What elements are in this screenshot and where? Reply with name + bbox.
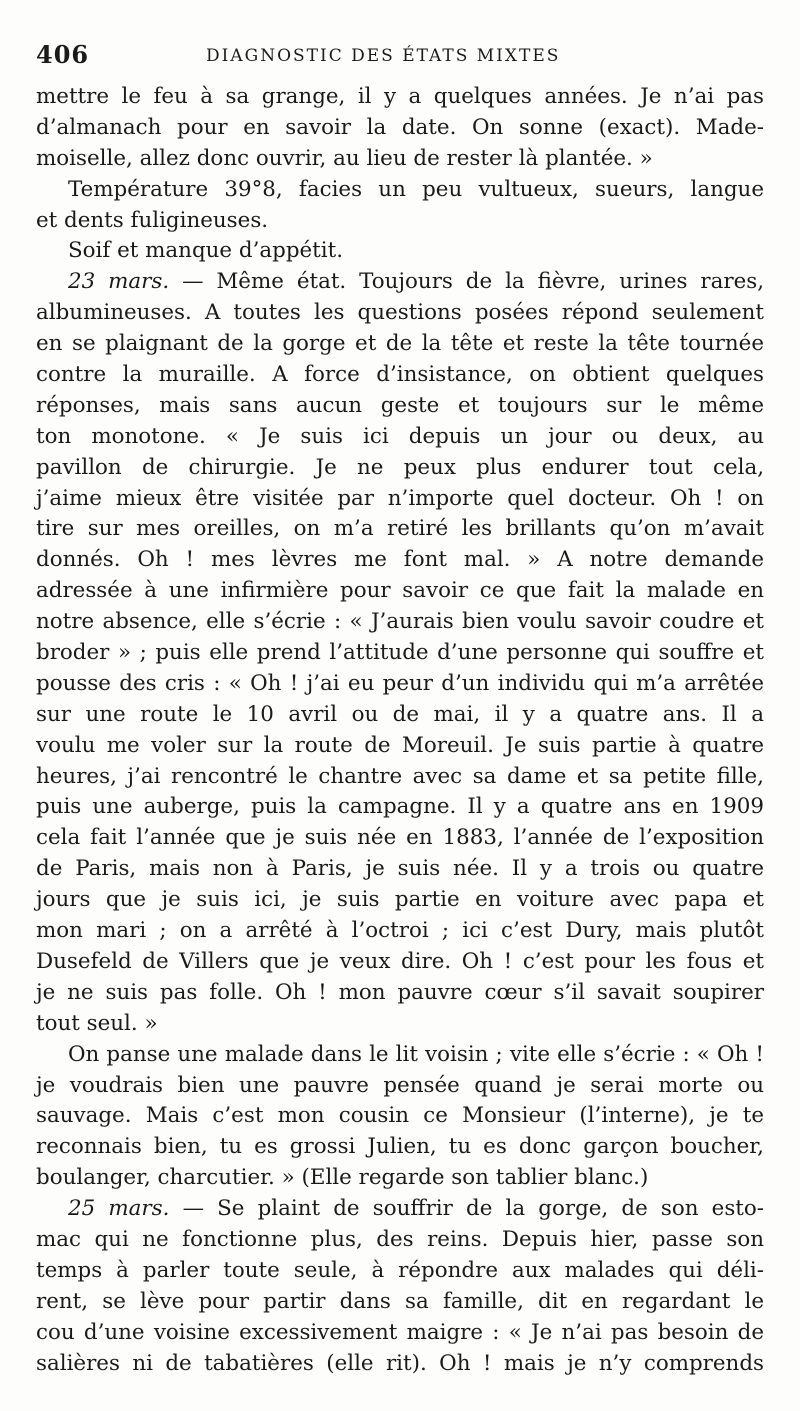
text-line: réponses, mais sans aucun geste et toujours sur le même xyxy=(36,392,764,418)
text-line: je voudrais bien une pauvre pensée quand je serai morte ou xyxy=(36,1072,764,1098)
text-line: j’aime mieux être visitée par n’importe quel docteur. Oh ! on xyxy=(36,485,764,511)
text-line xyxy=(36,1194,764,1225)
text-line: tire sur mes oreilles, on m’a retiré les brillants qu’on m’avait xyxy=(36,516,764,542)
text-line: sauvage. Mais c’est mon cousin ce Monsieur (l’interne), je te xyxy=(36,1103,764,1129)
text-line: pavillon de chirurgie. Je ne peux plus endurer tout cela, xyxy=(36,454,764,480)
text-line: rent, se lève pour partir dans sa famille, dit en regardant le xyxy=(36,1288,764,1314)
text-line: On panse une malade dans le lit voisin ; vite elle s’écrie : « Oh ! xyxy=(68,1041,764,1067)
text-line: jours que je suis ici, je suis partie en voiture avec papa et xyxy=(36,887,764,913)
text-line: pousse des cris : « Oh ! j’ai eu peur d’un individu qui m’a arrêtée xyxy=(36,670,764,696)
text-line: notre absence, elle s’écrie : « J’aurais bien voulu savoir coudre et xyxy=(36,609,764,635)
text-line: contre la muraille. A force d’insistance, on obtient quelques xyxy=(36,362,764,388)
text-line: boulanger, charcutier. » (Elle regarde son tablier blanc.) xyxy=(36,1165,649,1191)
text-line xyxy=(36,267,764,298)
text-line: adressée à une infirmière pour savoir ce que fait la malade en xyxy=(36,578,764,604)
text-line: et dents fuligineuses. xyxy=(36,207,269,233)
text-line: broder » ; puis elle prend l’attitude d’une personne qui souffre et xyxy=(36,640,764,666)
entry-date: 25 mars. xyxy=(68,1196,170,1222)
text-line: je ne suis pas folle. Oh ! mon pauvre cœur s’il savait soupirer xyxy=(36,979,764,1005)
text-line: moiselle, allez donc ouvrir, au lieu de rester là plantée. » xyxy=(36,145,653,171)
page-header xyxy=(36,40,764,70)
text-line-rest: — Même état. Toujours de la fièvre, urines rares, xyxy=(169,269,765,295)
text-line: puis une auberge, puis la campagne. Il y a quatre ans en 1909 xyxy=(36,794,764,820)
body-text xyxy=(36,82,764,1379)
entry-date: 23 mars. xyxy=(68,269,170,295)
text-line: d’almanach pour en savoir la date. On sonne (exact). Made- xyxy=(36,114,764,140)
text-line-rest: — Se plaint de souffrir de la gorge, de son esto- xyxy=(169,1196,765,1222)
page-number: 406 xyxy=(36,40,90,69)
text-line: en se plaignant de la gorge et de la tête et reste la tête tournée xyxy=(36,331,764,357)
text-line: cela fait l’année que je suis née en 1883, l’année de l’exposition xyxy=(36,825,764,851)
text-line: voulu me voler sur la route de Moreuil. Je suis partie à quatre xyxy=(36,732,764,758)
text-line: albumineuses. A toutes les questions posées répond seulement xyxy=(36,300,764,326)
text-line: mon mari ; on a arrêté à l’octroi ; ici c’est Dury, mais plutôt xyxy=(36,918,764,944)
text-line: heures, j’ai rencontré le chantre avec sa dame et sa petite fille, xyxy=(36,763,764,789)
text-line: mac qui ne fonctionne plus, des reins. Depuis hier, passe son xyxy=(36,1226,764,1252)
text-line: ton monotone. « Je suis ici depuis un jour ou deux, au xyxy=(36,423,764,449)
text-line: Soif et manque d’appétit. xyxy=(68,238,344,264)
text-line: Température 39°8, facies un peu vultueux, sueurs, langue xyxy=(68,176,764,202)
text-line: Dusefeld de Villers que je veux dire. Oh ! c’est pour les fous et xyxy=(36,948,764,974)
text-line: donnés. Oh ! mes lèvres me font mal. » A notre demande xyxy=(36,547,764,573)
text-line: tout seul. » xyxy=(36,1010,158,1036)
text-line: temps à parler toute seule, à répondre aux malades qui déli- xyxy=(36,1257,764,1283)
text-line: mettre le feu à sa grange, il y a quelques années. Je n’ai pas xyxy=(36,84,764,109)
text-line: sur une route le 10 avril ou de mai, il y a quatre ans. Il a xyxy=(36,701,764,727)
text-line: de Paris, mais non à Paris, je suis née. Il y a trois ou quatre xyxy=(36,856,764,882)
running-title: DIAGNOSTIC DES ÉTATS MIXTES xyxy=(206,46,561,66)
text-line: salières ni de tabatières (elle rit). Oh ! mais je n’y comprends xyxy=(36,1350,764,1376)
text-line: reconnais bien, tu es grossi Julien, tu es donc garçon boucher, xyxy=(36,1134,764,1160)
text-line: cou d’une voisine excessivement maigre : « Je n’ai pas besoin de xyxy=(36,1319,764,1345)
